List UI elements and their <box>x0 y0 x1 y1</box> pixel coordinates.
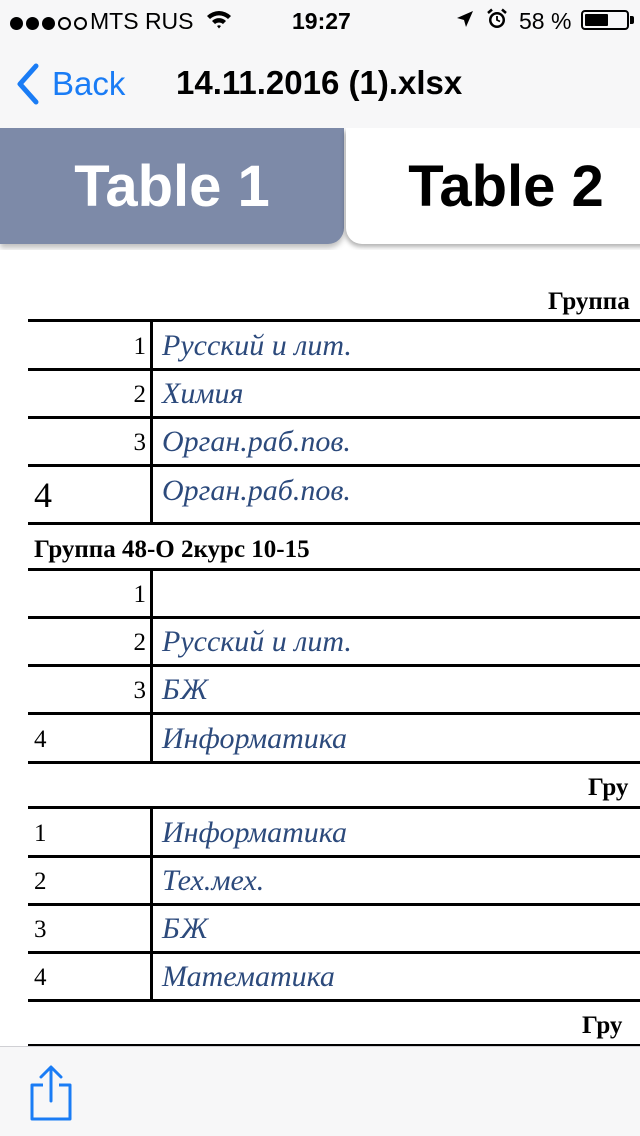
group-header: Гру <box>588 774 629 801</box>
lesson-number: 4 <box>34 726 47 753</box>
subject-cell: Информатика <box>162 816 348 849</box>
row-border <box>28 568 640 571</box>
battery-icon <box>581 10 629 30</box>
lesson-number: 3 <box>133 429 146 456</box>
group-header: Гру <box>582 1012 623 1039</box>
back-button-label: Back <box>52 65 126 102</box>
signal-icon <box>10 9 90 36</box>
lesson-number: 2 <box>133 381 146 408</box>
row-border <box>28 999 640 1002</box>
chevron-left-icon <box>14 62 40 106</box>
row-border <box>28 522 640 525</box>
bottom-toolbar <box>0 1046 640 1136</box>
row-border <box>28 416 640 419</box>
subject-cell: Информатика <box>162 722 348 755</box>
row-border <box>28 761 640 764</box>
lesson-number: 1 <box>133 333 146 360</box>
subject-cell: БЖ <box>162 673 208 706</box>
row-border <box>28 464 640 467</box>
alarm-clock-icon <box>486 8 508 30</box>
location-arrow-icon <box>455 9 475 29</box>
tab-table-1[interactable]: Table 1 <box>0 128 344 244</box>
lesson-number: 1 <box>133 581 146 608</box>
subject-cell: Тех.мех. <box>162 864 265 897</box>
document-title: 14.11.2016 (1).xlsx <box>176 64 463 101</box>
subject-cell: Химия <box>162 377 244 410</box>
row-border <box>28 855 640 858</box>
carrier-name: MTS RUS <box>90 8 194 34</box>
row-border <box>28 712 640 715</box>
share-icon[interactable] <box>28 1065 74 1121</box>
lesson-number: 3 <box>133 677 146 704</box>
row-border <box>28 903 640 906</box>
row-border <box>28 319 640 322</box>
lesson-number: 2 <box>34 868 47 895</box>
lesson-number: 4 <box>34 964 47 991</box>
lesson-number: 2 <box>133 629 146 656</box>
subject-cell: Русский и лит. <box>162 329 352 362</box>
spreadsheet-view[interactable] <box>0 250 640 1046</box>
group-header: Группа 48-О 2курс 10-15 <box>34 536 310 563</box>
row-border <box>28 951 640 954</box>
column-border <box>150 319 153 525</box>
subject-cell: БЖ <box>162 912 208 945</box>
tab-table-2[interactable]: Table 2 <box>346 128 640 244</box>
back-button[interactable] <box>14 62 125 106</box>
row-border <box>28 806 640 809</box>
battery-percent: 58 % <box>519 8 572 34</box>
battery-tip <box>630 16 634 24</box>
lesson-number: 3 <box>34 916 47 943</box>
lesson-number: 4 <box>34 475 52 515</box>
row-border <box>28 664 640 667</box>
navigation-bar <box>0 40 640 128</box>
sheet-tabs <box>0 128 640 250</box>
subject-cell: Орган.раб.пов. <box>162 474 351 507</box>
status-bar <box>0 0 640 40</box>
subject-cell: Русский и лит. <box>162 625 352 658</box>
row-border <box>28 368 640 371</box>
clock-time: 19:27 <box>292 8 351 34</box>
group-header: Группа <box>548 288 630 315</box>
subject-cell: Математика <box>162 960 335 993</box>
wifi-icon <box>206 9 232 29</box>
row-border <box>28 616 640 619</box>
lesson-number: 1 <box>34 820 47 847</box>
subject-cell: Орган.раб.пов. <box>162 425 351 458</box>
